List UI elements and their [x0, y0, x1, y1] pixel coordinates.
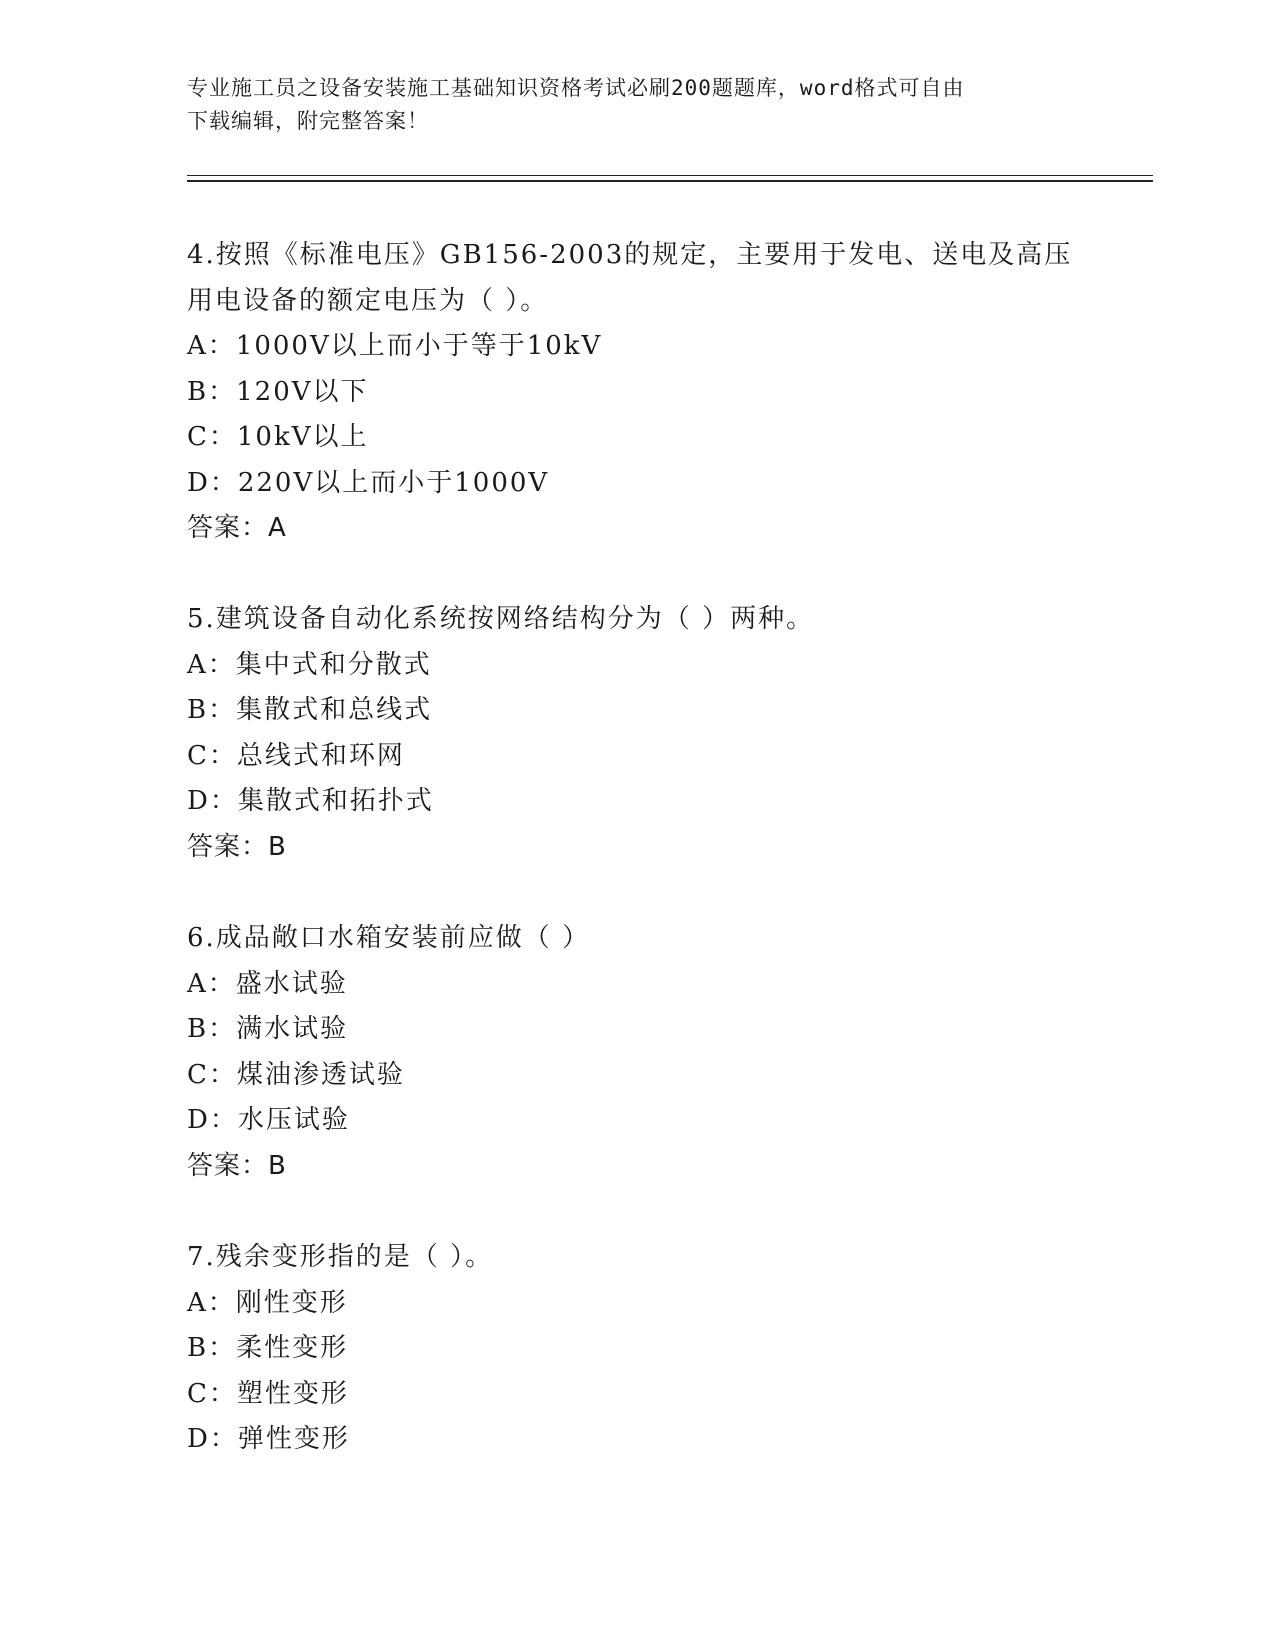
answer: 答案：B — [187, 1150, 287, 1181]
option-c: C：煤油渗透试验 — [187, 1059, 405, 1090]
question-7 — [187, 1235, 1087, 1463]
answer: 答案：A — [187, 513, 287, 543]
option-d: D：集散式和拓扑式 — [187, 786, 434, 816]
option-d: D：弹性变形 — [187, 1424, 350, 1454]
question-stem: 5.建筑设备自动化系统按网络结构分为（ ）两种。 — [187, 604, 815, 634]
option-b: B：柔性变形 — [187, 1333, 349, 1363]
option-a: A：盛水试验 — [187, 968, 348, 999]
question-stem: 用电设备的额定电压为（ ）。 — [187, 285, 549, 316]
question-stem: 6.成品敞口水箱安装前应做（ ） — [187, 923, 591, 953]
option-c: C：总线式和环网 — [187, 740, 405, 771]
document-header — [187, 72, 1067, 138]
option-b: B：满水试验 — [187, 1014, 349, 1044]
header-line-2: 下载编辑，附完整答案！ — [187, 109, 429, 133]
option-c: C：10kV以上 — [187, 422, 369, 452]
answer: 答案：B — [187, 831, 287, 862]
question-stem: 7.残余变形指的是（ ）。 — [187, 1242, 494, 1272]
question-stem: 4.按照《标准电压》GB156-2003的规定，主要用于发电、送电及高压 — [187, 240, 1073, 270]
header-divider-thin — [187, 175, 1153, 176]
option-d: D：水压试验 — [187, 1105, 350, 1135]
option-a: A：刚性变形 — [187, 1287, 348, 1318]
option-d: D：220V以上而小于1000V — [187, 467, 550, 498]
question-4 — [187, 233, 1087, 552]
question-6 — [187, 916, 1087, 1189]
header-line-1: 专业施工员之设备安装施工基础知识资格考试必刷200题题库，word格式可自由 — [187, 76, 965, 100]
option-b: B：120V以下 — [187, 376, 369, 407]
header-divider-thick — [187, 180, 1153, 182]
question-5 — [187, 597, 1087, 870]
option-a: A：1000V以上而小于等于10kV — [187, 331, 603, 361]
option-b: B：集散式和总线式 — [187, 695, 433, 725]
option-a: A：集中式和分散式 — [187, 649, 432, 680]
option-c: C：塑性变形 — [187, 1378, 349, 1409]
